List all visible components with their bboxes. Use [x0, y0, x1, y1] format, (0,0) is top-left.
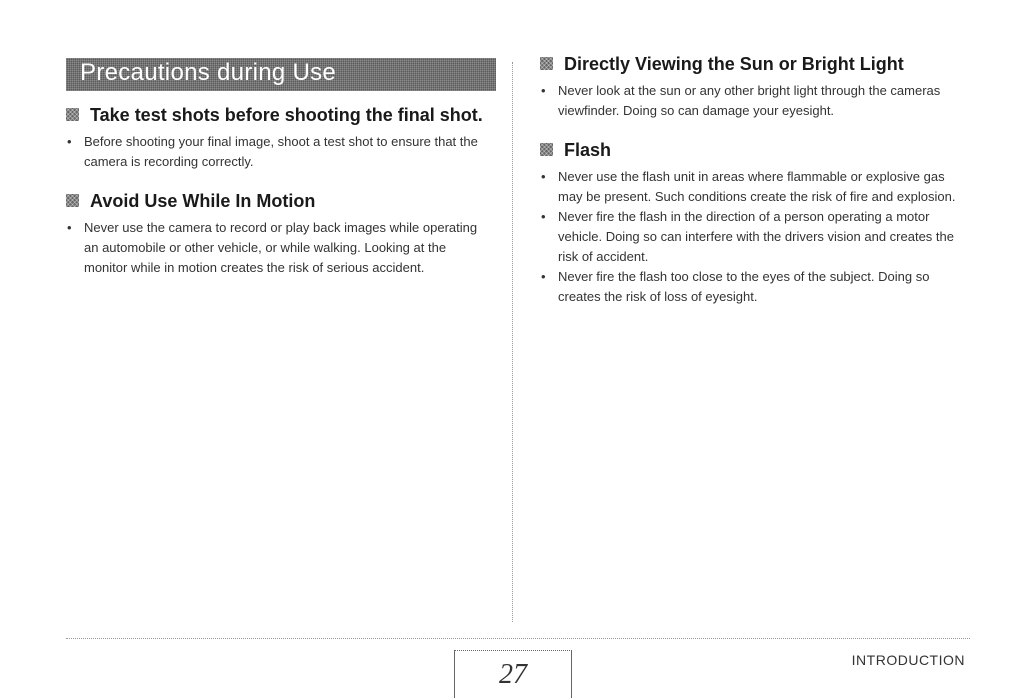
section-heading: [66, 104, 486, 126]
left-column: [66, 104, 486, 296]
section-heading-text: Flash: [564, 140, 612, 160]
right-column: [540, 53, 970, 325]
section-heading: [66, 190, 486, 212]
page-number-box: [454, 650, 572, 698]
bullet-list: [66, 218, 486, 278]
list-item: • Never fire the flash too close to the eyes of the subject. Doing so creates the risk of loss of eyesight.: [540, 267, 970, 307]
list-item: • Never fire the flash in the direction of a person operating a motor vehicle. Doing so can interfere with the drivers vision and creates the risk of accident.: [540, 207, 970, 267]
section-heading-text: Directly Viewing the Sun or Bright Light: [564, 54, 904, 74]
square-bullet-icon: [66, 194, 79, 207]
section-test-shots: [66, 104, 486, 172]
bullet-list: [540, 167, 970, 307]
title-banner: [66, 58, 496, 91]
list-item: • Never look at the sun or any other bright light through the cameras viewfinder. Doing so can damage your eyesight.: [540, 81, 970, 121]
list-item: • Before shooting your final image, shoot a test shot to ensure that the camera is recording correctly.: [66, 132, 486, 172]
section-heading: [540, 53, 970, 75]
square-bullet-icon: [540, 143, 553, 156]
chapter-label: INTRODUCTION: [851, 652, 965, 668]
list-item: • Never use the flash unit in areas where flammable or explosive gas may be present. Such conditions create the risk of fire and explosion.: [540, 167, 970, 207]
square-bullet-icon: [540, 57, 553, 70]
section-sun-viewing: [540, 53, 970, 121]
section-heading-text: Take test shots before shooting the final shot.: [90, 105, 483, 125]
list-item: • Never use the camera to record or play back images while operating an automobile or other vehicle, or while walking. Looking at the monitor while in motion creates the risk of serious accident.: [66, 218, 486, 278]
bullet-list: [540, 81, 970, 121]
page-number: 27: [499, 659, 527, 690]
section-heading: [540, 139, 970, 161]
page-title: Precautions during Use: [80, 59, 337, 86]
section-flash: [540, 139, 970, 307]
column-divider: [512, 62, 513, 622]
footer-divider: [66, 638, 970, 639]
bullet-list: [66, 132, 486, 172]
section-avoid-motion: [66, 190, 486, 278]
section-heading-text: Avoid Use While In Motion: [90, 191, 316, 211]
square-bullet-icon: [66, 108, 79, 121]
